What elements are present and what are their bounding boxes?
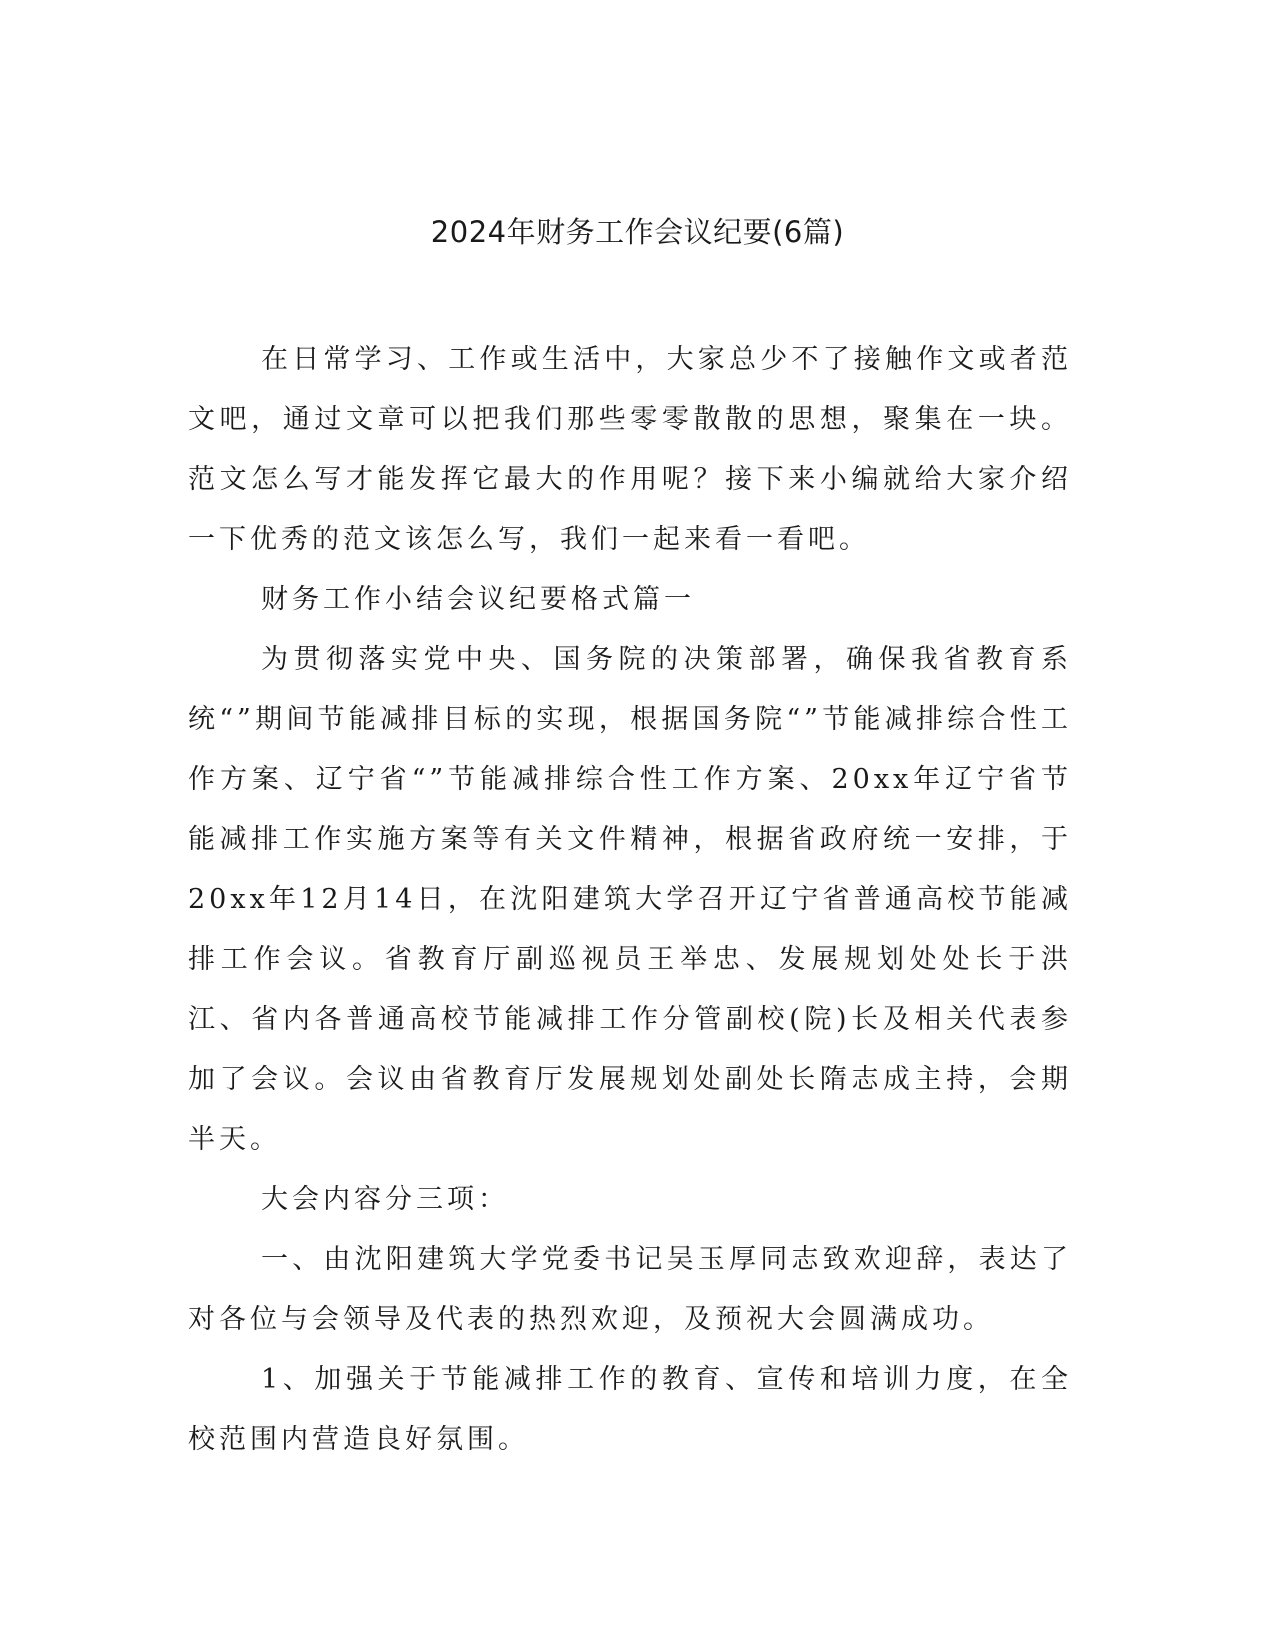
paragraph-agenda-item-1: 一、由沈阳建筑大学党委书记吴玉厚同志致欢迎辞，表达了对各位与会领导及代表的热烈欢迎，及预祝大会圆满成功。 [188,1244,1072,1335]
document-body [188,330,1072,1470]
paragraph-intro: 在日常学习、工作或生活中，大家总少不了接触作文或者范文吧，通过文章可以把我们那些零零散散的思想，聚集在一块。范文怎么写才能发挥它最大的作用呢？接下来小编就给大家介绍一下优秀的范文该怎么写，我们一起来看一看吧。 [188,344,1072,555]
document-title: 2024年财务工作会议纪要(6篇) [430,215,845,249]
paragraph-point-1: 1、加强关于节能减排工作的教育、宣传和培训力度，在全校范围内营造良好氛围。 [188,1364,1072,1455]
paragraph-agenda-intro: 大会内容分三项： [261,1184,509,1215]
paragraph-meeting-overview: 为贯彻落实党中央、国务院的决策部署，确保我省教育系统“”期间节能减排目标的实现，根据国务院“”节能减排综合性工作方案、辽宁省“”节能减排综合性工作方案、20xx年辽宁省节能减排工作实施方案等有关文件精神，根据省政府统一安排，于20xx年12月14日，在沈阳建筑大学召开辽宁省普通高校节能减排工作会议。省教育厅副巡视员王举忠、发展规划处处长于洪江、省内各普通高校节能减排工作分管副校(院)长及相关代表参加了会议。会议由省教育厅发展规划处副处长隋志成主持，会期半天。 [188,644,1072,1155]
paragraph-section-heading: 财务工作小结会议纪要格式篇一 [261,584,695,615]
